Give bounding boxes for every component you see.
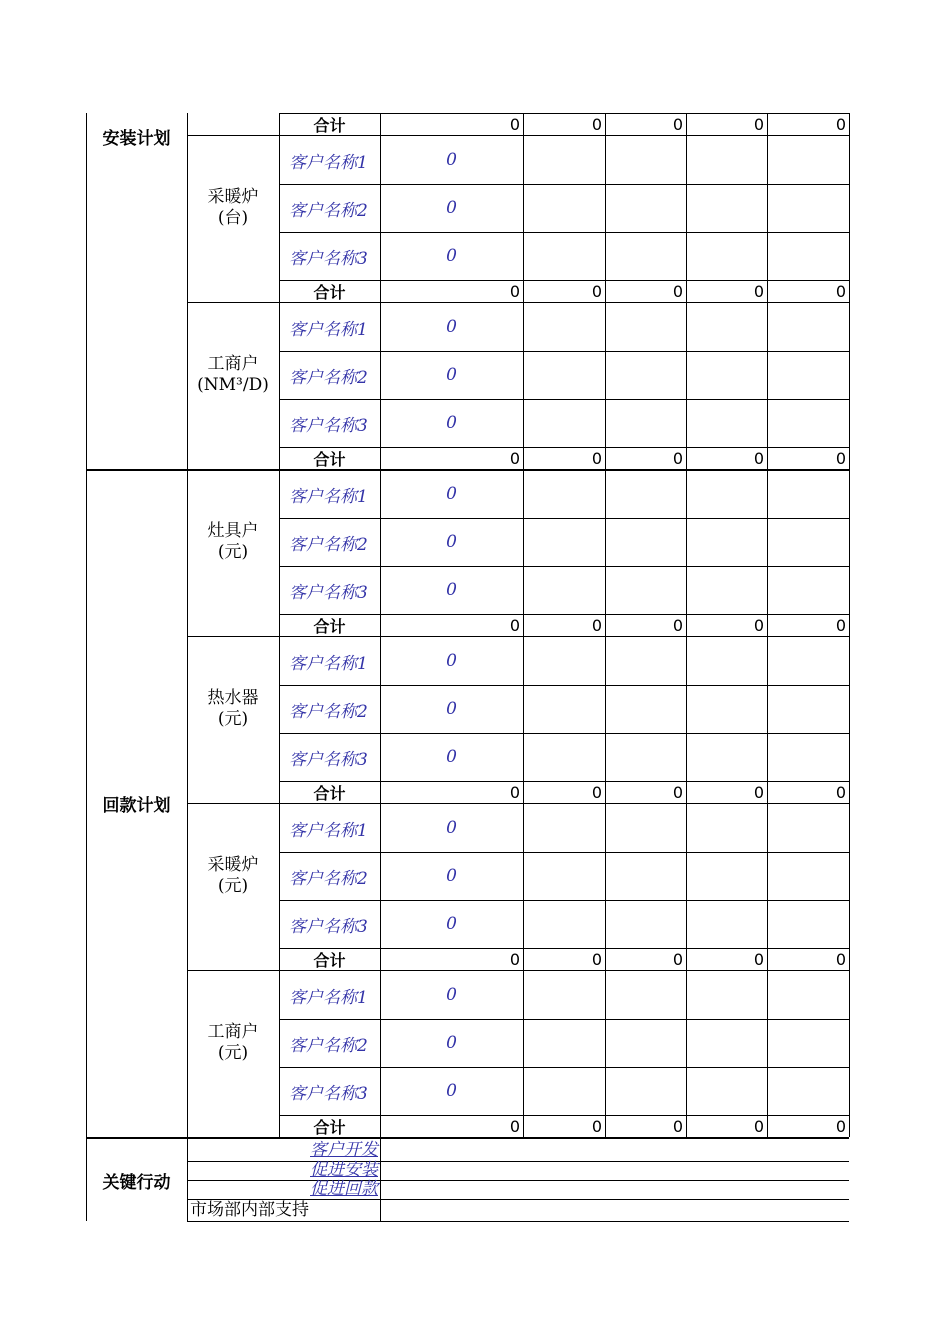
total-value: 0 bbox=[509, 1116, 520, 1136]
category-name: 热水器 bbox=[207, 688, 259, 708]
section-label-install-plan: 安装计划 bbox=[102, 128, 171, 149]
total-value: 0 bbox=[591, 448, 602, 468]
empty-cell[interactable] bbox=[686, 470, 767, 518]
action-detail-cell[interactable] bbox=[380, 1199, 849, 1221]
total-value: 0 bbox=[591, 949, 602, 969]
section-label-payment-plan: 回款计划 bbox=[102, 796, 171, 816]
action-item[interactable]: 促进安装 bbox=[310, 1160, 378, 1180]
category-name: 工商户 bbox=[207, 1022, 259, 1042]
action-detail-cell[interactable] bbox=[380, 1161, 849, 1180]
empty-cell[interactable] bbox=[523, 136, 605, 184]
empty-cell[interactable] bbox=[523, 184, 605, 232]
total-value: 0 bbox=[672, 782, 683, 802]
empty-cell[interactable] bbox=[605, 1067, 686, 1115]
category-name: 工商户 bbox=[207, 354, 259, 374]
empty-cell[interactable] bbox=[686, 733, 767, 781]
empty-cell[interactable] bbox=[605, 637, 686, 685]
empty-cell[interactable] bbox=[767, 518, 849, 566]
grid-line bbox=[279, 113, 849, 114]
empty-cell[interactable] bbox=[605, 184, 686, 232]
total-label: 合计 bbox=[313, 282, 346, 302]
empty-cell[interactable] bbox=[605, 900, 686, 948]
total-value: 0 bbox=[509, 114, 520, 134]
total-value: 0 bbox=[835, 114, 846, 134]
total-value: 0 bbox=[591, 281, 602, 301]
empty-cell[interactable] bbox=[605, 852, 686, 900]
empty-cell[interactable] bbox=[767, 232, 849, 280]
category-label bbox=[187, 971, 279, 1115]
total-value: 0 bbox=[672, 114, 683, 134]
customer-name-cell[interactable]: 客户名称1 bbox=[289, 152, 368, 173]
empty-cell[interactable] bbox=[523, 804, 605, 852]
customer-name-cell[interactable]: 客户名称2 bbox=[289, 534, 368, 555]
category-label bbox=[187, 470, 279, 614]
category-unit: (台) bbox=[217, 208, 249, 228]
total-label: 合计 bbox=[313, 783, 346, 803]
customer-value-cell[interactable]: 0 bbox=[446, 532, 457, 552]
empty-cell[interactable] bbox=[605, 518, 686, 566]
customer-name-cell[interactable]: 客户名称3 bbox=[289, 1083, 368, 1104]
empty-cell[interactable] bbox=[523, 470, 605, 518]
grid-line bbox=[686, 113, 687, 1137]
empty-cell[interactable] bbox=[686, 351, 767, 399]
action-item[interactable]: 促进回款 bbox=[310, 1179, 378, 1199]
empty-cell[interactable] bbox=[686, 637, 767, 685]
customer-value-cell[interactable]: 0 bbox=[446, 651, 457, 671]
customer-value-cell[interactable]: 0 bbox=[446, 365, 457, 385]
grid-line bbox=[849, 113, 850, 1137]
customer-name-cell[interactable]: 客户名称1 bbox=[289, 820, 368, 841]
total-value: 0 bbox=[591, 782, 602, 802]
empty-cell[interactable] bbox=[767, 136, 849, 184]
empty-cell[interactable] bbox=[767, 852, 849, 900]
total-value: 0 bbox=[672, 448, 683, 468]
empty-cell[interactable] bbox=[767, 900, 849, 948]
customer-name-cell[interactable]: 客户名称1 bbox=[289, 486, 368, 507]
category-label bbox=[187, 303, 279, 447]
customer-name-cell[interactable]: 客户名称3 bbox=[289, 916, 368, 937]
empty-cell[interactable] bbox=[767, 804, 849, 852]
action-item[interactable]: 客户开发 bbox=[310, 1139, 378, 1160]
total-value: 0 bbox=[509, 281, 520, 301]
customer-name-cell[interactable]: 客户名称2 bbox=[289, 200, 368, 221]
empty-cell[interactable] bbox=[686, 399, 767, 447]
category-unit: (元) bbox=[217, 1043, 249, 1063]
empty-cell[interactable] bbox=[523, 399, 605, 447]
empty-cell[interactable] bbox=[605, 303, 686, 351]
customer-value-cell[interactable]: 0 bbox=[446, 914, 457, 934]
empty-cell[interactable] bbox=[605, 804, 686, 852]
empty-cell[interactable] bbox=[767, 399, 849, 447]
total-label: 合计 bbox=[313, 1117, 346, 1137]
customer-name-cell[interactable]: 客户名称2 bbox=[289, 701, 368, 722]
customer-value-cell[interactable]: 0 bbox=[446, 699, 457, 719]
customer-name-cell[interactable]: 客户名称3 bbox=[289, 749, 368, 770]
empty-cell[interactable] bbox=[686, 852, 767, 900]
category-label bbox=[187, 637, 279, 781]
category-unit: (元) bbox=[217, 542, 249, 562]
empty-cell[interactable] bbox=[767, 303, 849, 351]
customer-value-cell[interactable]: 0 bbox=[446, 866, 457, 886]
empty-cell[interactable] bbox=[767, 1019, 849, 1067]
empty-cell[interactable] bbox=[523, 1067, 605, 1115]
empty-cell[interactable] bbox=[523, 971, 605, 1019]
customer-name-cell[interactable]: 客户名称1 bbox=[289, 653, 368, 674]
grid-line bbox=[187, 1221, 849, 1222]
total-value: 0 bbox=[753, 782, 764, 802]
total-value: 0 bbox=[672, 281, 683, 301]
section-label-key-actions: 关键行动 bbox=[102, 1172, 171, 1193]
customer-value-cell[interactable]: 0 bbox=[446, 246, 457, 266]
empty-cell[interactable] bbox=[605, 1019, 686, 1067]
empty-cell[interactable] bbox=[605, 351, 686, 399]
total-value: 0 bbox=[591, 615, 602, 635]
total-value: 0 bbox=[835, 448, 846, 468]
empty-cell[interactable] bbox=[767, 971, 849, 1019]
empty-cell[interactable] bbox=[523, 566, 605, 614]
grid-line bbox=[86, 1139, 87, 1221]
empty-cell[interactable] bbox=[686, 136, 767, 184]
total-value: 0 bbox=[835, 949, 846, 969]
empty-cell[interactable] bbox=[605, 733, 686, 781]
grid-line bbox=[523, 113, 524, 1137]
customer-value-cell[interactable]: 0 bbox=[446, 985, 457, 1005]
empty-cell[interactable] bbox=[686, 518, 767, 566]
empty-cell[interactable] bbox=[767, 733, 849, 781]
total-value: 0 bbox=[509, 782, 520, 802]
empty-cell[interactable] bbox=[523, 900, 605, 948]
empty-cell[interactable] bbox=[686, 900, 767, 948]
category-label bbox=[187, 804, 279, 948]
empty-cell[interactable] bbox=[767, 470, 849, 518]
action-detail-cell[interactable] bbox=[380, 1139, 849, 1161]
empty-cell[interactable] bbox=[523, 852, 605, 900]
grid-line bbox=[767, 113, 768, 1137]
empty-cell[interactable] bbox=[523, 1019, 605, 1067]
customer-value-cell[interactable]: 0 bbox=[446, 413, 457, 433]
empty-cell[interactable] bbox=[686, 232, 767, 280]
total-value: 0 bbox=[835, 615, 846, 635]
customer-name-cell[interactable]: 客户名称2 bbox=[289, 868, 368, 889]
total-value: 0 bbox=[753, 448, 764, 468]
empty-cell[interactable] bbox=[605, 399, 686, 447]
total-value: 0 bbox=[672, 615, 683, 635]
empty-cell[interactable] bbox=[767, 184, 849, 232]
category-label bbox=[187, 136, 279, 280]
customer-name-cell[interactable]: 客户名称1 bbox=[289, 319, 368, 340]
empty-cell[interactable] bbox=[523, 303, 605, 351]
empty-cell[interactable] bbox=[686, 685, 767, 733]
empty-cell[interactable] bbox=[523, 685, 605, 733]
customer-name-cell[interactable]: 客户名称3 bbox=[289, 582, 368, 603]
total-value: 0 bbox=[672, 949, 683, 969]
empty-cell[interactable] bbox=[523, 518, 605, 566]
empty-cell[interactable] bbox=[686, 184, 767, 232]
grid-line bbox=[279, 113, 280, 1137]
grid-line bbox=[380, 113, 381, 1137]
empty-cell[interactable] bbox=[767, 566, 849, 614]
grid-line bbox=[187, 113, 188, 1137]
action-item[interactable]: 市场部内部支持 bbox=[190, 1200, 309, 1220]
customer-value-cell[interactable]: 0 bbox=[446, 747, 457, 767]
total-value: 0 bbox=[753, 615, 764, 635]
total-value: 0 bbox=[835, 281, 846, 301]
total-value: 0 bbox=[509, 949, 520, 969]
total-value: 0 bbox=[509, 448, 520, 468]
empty-cell[interactable] bbox=[523, 733, 605, 781]
total-value: 0 bbox=[753, 1116, 764, 1136]
customer-value-cell[interactable]: 0 bbox=[446, 150, 457, 170]
category-unit: (元) bbox=[217, 876, 249, 896]
empty-cell[interactable] bbox=[686, 1067, 767, 1115]
customer-value-cell[interactable]: 0 bbox=[446, 317, 457, 337]
total-value: 0 bbox=[753, 949, 764, 969]
empty-cell[interactable] bbox=[605, 566, 686, 614]
customer-value-cell[interactable]: 0 bbox=[446, 1033, 457, 1053]
empty-cell[interactable] bbox=[523, 351, 605, 399]
empty-cell[interactable] bbox=[767, 637, 849, 685]
category-unit: (元) bbox=[217, 709, 249, 729]
category-name: 灶具户 bbox=[207, 521, 259, 541]
total-label: 合计 bbox=[313, 115, 346, 135]
customer-name-cell[interactable]: 客户名称1 bbox=[289, 987, 368, 1008]
empty-cell[interactable] bbox=[523, 232, 605, 280]
total-value: 0 bbox=[753, 281, 764, 301]
customer-name-cell[interactable]: 客户名称3 bbox=[289, 248, 368, 269]
empty-cell[interactable] bbox=[523, 637, 605, 685]
empty-cell[interactable] bbox=[686, 804, 767, 852]
empty-cell[interactable] bbox=[686, 303, 767, 351]
total-value: 0 bbox=[753, 114, 764, 134]
empty-cell[interactable] bbox=[605, 470, 686, 518]
total-value: 0 bbox=[672, 1116, 683, 1136]
empty-cell[interactable] bbox=[767, 1067, 849, 1115]
customer-name-cell[interactable]: 客户名称2 bbox=[289, 1035, 368, 1056]
total-label: 合计 bbox=[313, 616, 346, 636]
empty-cell[interactable] bbox=[605, 971, 686, 1019]
empty-cell[interactable] bbox=[686, 1019, 767, 1067]
empty-cell[interactable] bbox=[605, 232, 686, 280]
category-unit: (NM³/D) bbox=[197, 375, 269, 395]
total-value: 0 bbox=[591, 1116, 602, 1136]
empty-cell[interactable] bbox=[767, 351, 849, 399]
customer-name-cell[interactable]: 客户名称2 bbox=[289, 367, 368, 388]
customer-value-cell[interactable]: 0 bbox=[446, 1081, 457, 1101]
empty-cell[interactable] bbox=[605, 136, 686, 184]
grid-line bbox=[605, 113, 606, 1137]
customer-value-cell[interactable]: 0 bbox=[446, 198, 457, 218]
customer-value-cell[interactable]: 0 bbox=[446, 484, 457, 504]
customer-value-cell[interactable]: 0 bbox=[446, 580, 457, 600]
empty-cell[interactable] bbox=[686, 971, 767, 1019]
total-label: 合计 bbox=[313, 950, 346, 970]
total-value: 0 bbox=[509, 615, 520, 635]
empty-cell[interactable] bbox=[605, 685, 686, 733]
action-detail-cell[interactable] bbox=[380, 1180, 849, 1199]
empty-cell[interactable] bbox=[767, 685, 849, 733]
customer-value-cell[interactable]: 0 bbox=[446, 818, 457, 838]
empty-cell[interactable] bbox=[686, 566, 767, 614]
total-label: 合计 bbox=[313, 449, 346, 469]
category-name: 采暖炉 bbox=[207, 855, 259, 875]
total-value: 0 bbox=[835, 1116, 846, 1136]
customer-name-cell[interactable]: 客户名称3 bbox=[289, 415, 368, 436]
grid-line bbox=[187, 1139, 188, 1221]
total-value: 0 bbox=[591, 114, 602, 134]
grid-line bbox=[380, 1139, 381, 1221]
category-name: 采暖炉 bbox=[207, 187, 259, 207]
total-value: 0 bbox=[835, 782, 846, 802]
